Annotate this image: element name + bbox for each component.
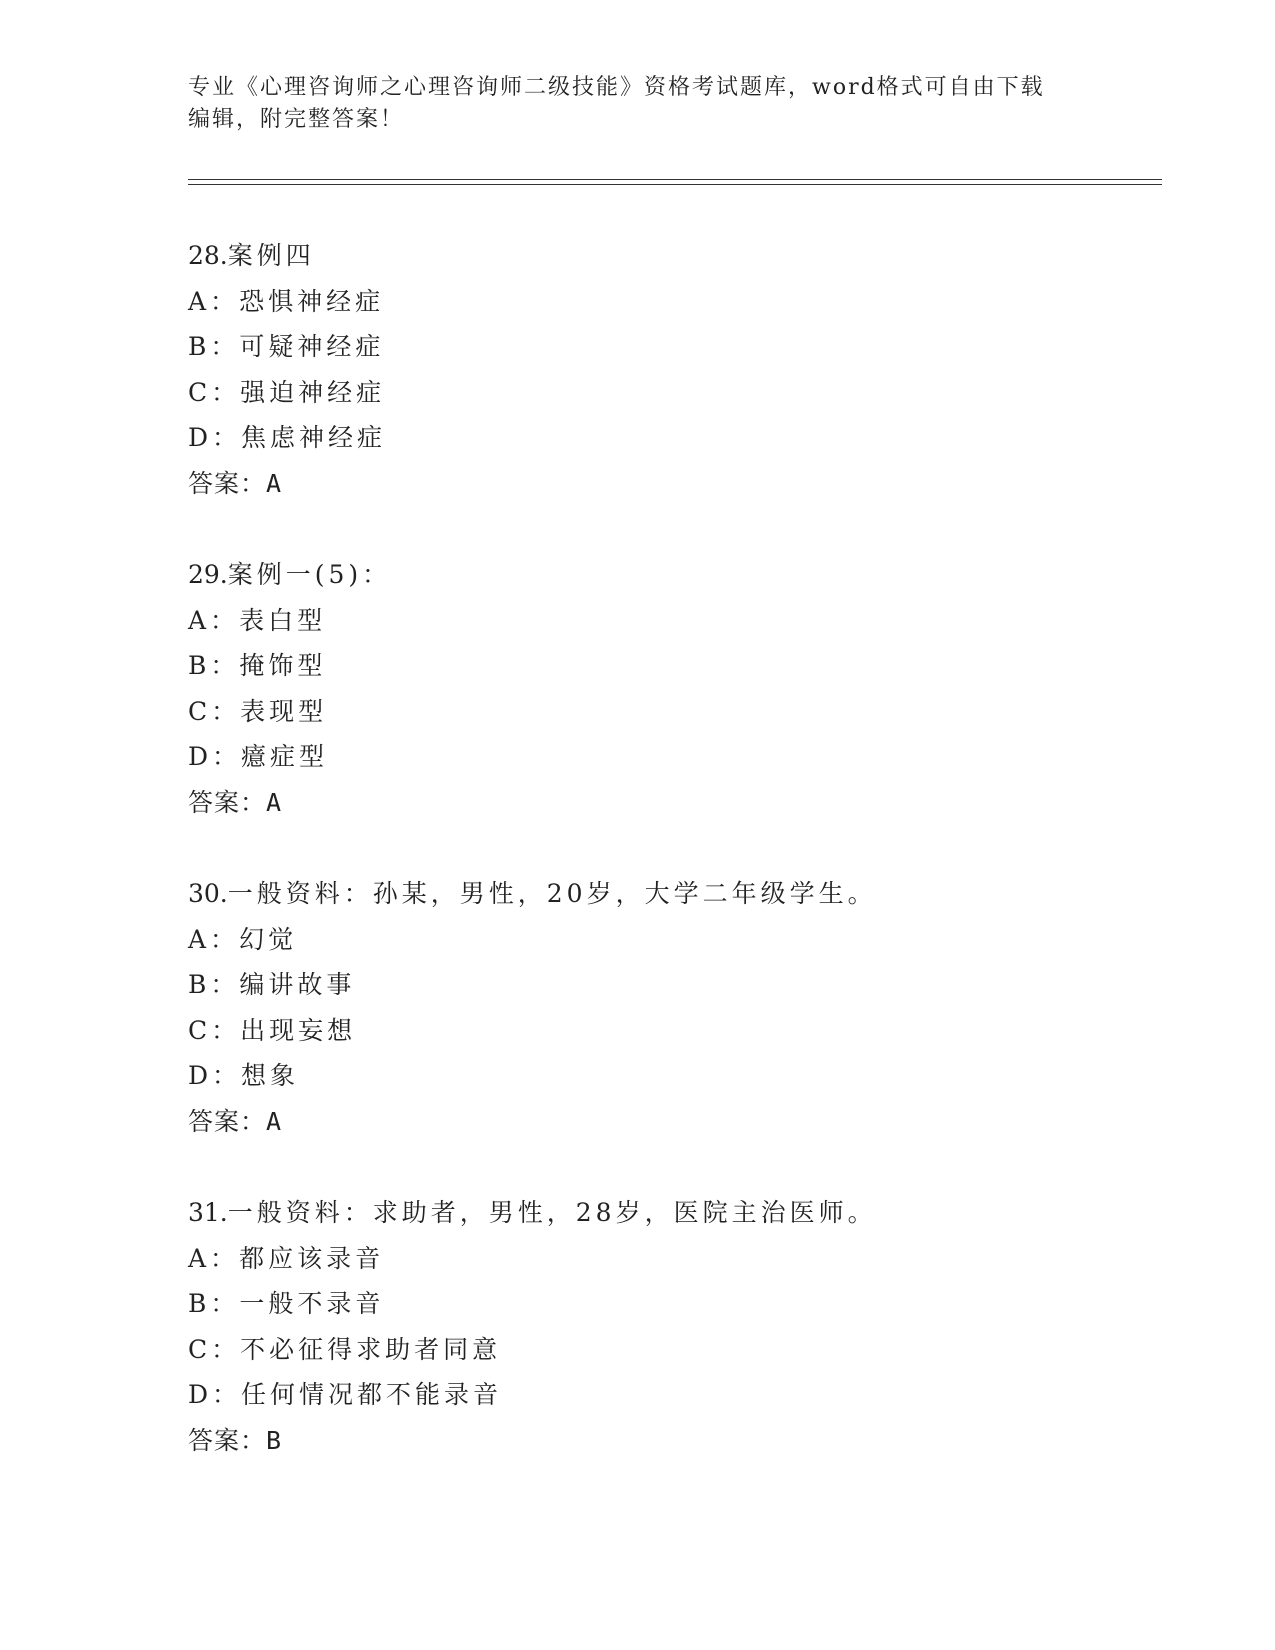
option-key: A：	[188, 605, 240, 635]
option-key: B：	[188, 651, 240, 681]
option-key: B：	[188, 970, 240, 1000]
option-text: 焦虑神经症	[241, 423, 387, 453]
question-block	[188, 552, 1168, 826]
option-c	[188, 370, 1168, 416]
header-divider-bottom	[188, 184, 1162, 185]
question-stem	[188, 1190, 1168, 1236]
question-block	[188, 1190, 1168, 1464]
answer-value: A	[266, 787, 282, 817]
option-a	[188, 598, 1168, 644]
document-header	[188, 72, 1088, 136]
answer-line	[188, 780, 1168, 826]
option-key: A：	[188, 1243, 240, 1273]
option-a	[188, 917, 1168, 963]
option-key: D：	[188, 1061, 242, 1091]
option-key: C：	[188, 1015, 241, 1045]
option-key: D：	[188, 423, 242, 453]
question-block	[188, 871, 1168, 1145]
option-text: 想象	[241, 1061, 300, 1091]
option-key: C：	[188, 696, 241, 726]
option-d	[188, 734, 1168, 780]
answer-label: 答案：	[188, 1106, 267, 1136]
question-text: 案例四	[227, 241, 315, 270]
option-text: 表白型	[239, 605, 327, 635]
option-key: C：	[188, 377, 241, 407]
option-text: 一般不录音	[239, 1289, 385, 1319]
option-key: C：	[188, 1334, 241, 1364]
option-b	[188, 962, 1168, 1008]
header-line-2: 编辑，附完整答案！	[188, 107, 405, 132]
option-text: 恐惧神经症	[239, 286, 385, 316]
question-block	[188, 233, 1168, 507]
question-text: 案例一(5)：	[227, 560, 392, 589]
option-c	[188, 689, 1168, 735]
option-text: 强迫神经症	[240, 377, 386, 407]
answer-label: 答案：	[188, 468, 267, 498]
question-number: 29.	[188, 560, 228, 589]
header-line-1: 专业《心理咨询师之心理咨询师二级技能》资格考试题库，word格式可自由下载	[188, 75, 1045, 100]
option-text: 都应该录音	[239, 1243, 385, 1273]
answer-line	[188, 461, 1168, 507]
option-text: 任何情况都不能录音	[241, 1380, 503, 1410]
option-text: 掩饰型	[239, 651, 327, 681]
option-c	[188, 1008, 1168, 1054]
question-stem	[188, 233, 1168, 279]
option-b	[188, 643, 1168, 689]
question-number: 28.	[188, 241, 228, 270]
option-text: 编讲故事	[239, 970, 356, 1000]
answer-value: A	[266, 468, 282, 498]
question-number: 30.	[188, 879, 228, 908]
question-stem	[188, 552, 1168, 598]
option-b	[188, 1281, 1168, 1327]
option-key: A：	[188, 286, 240, 316]
answer-value: A	[266, 1106, 282, 1136]
option-d	[188, 1372, 1168, 1418]
option-text: 癔症型	[241, 742, 329, 772]
question-stem	[188, 871, 1168, 917]
option-key: D：	[188, 742, 242, 772]
option-a	[188, 1236, 1168, 1282]
option-key: D：	[188, 1380, 242, 1410]
option-text: 出现妄想	[240, 1015, 357, 1045]
answer-line	[188, 1418, 1168, 1464]
question-text: 一般资料：孙某，男性，20岁，大学二年级学生。	[227, 879, 877, 908]
answer-line	[188, 1099, 1168, 1145]
answer-label: 答案：	[188, 787, 267, 817]
option-a	[188, 279, 1168, 325]
answer-value: B	[266, 1425, 282, 1455]
header-divider-top	[188, 179, 1162, 180]
option-key: A：	[188, 924, 240, 954]
option-key: B：	[188, 1289, 240, 1319]
option-text: 幻觉	[239, 924, 298, 954]
option-c	[188, 1327, 1168, 1373]
question-number: 31.	[188, 1198, 228, 1227]
question-text: 一般资料：求助者，男性，28岁，医院主治医师。	[227, 1198, 877, 1227]
option-d	[188, 415, 1168, 461]
option-text: 表现型	[240, 696, 328, 726]
option-text: 不必征得求助者同意	[240, 1334, 502, 1364]
option-key: B：	[188, 332, 240, 362]
answer-label: 答案：	[188, 1425, 267, 1455]
option-text: 可疑神经症	[239, 332, 385, 362]
option-d	[188, 1053, 1168, 1099]
option-b	[188, 324, 1168, 370]
